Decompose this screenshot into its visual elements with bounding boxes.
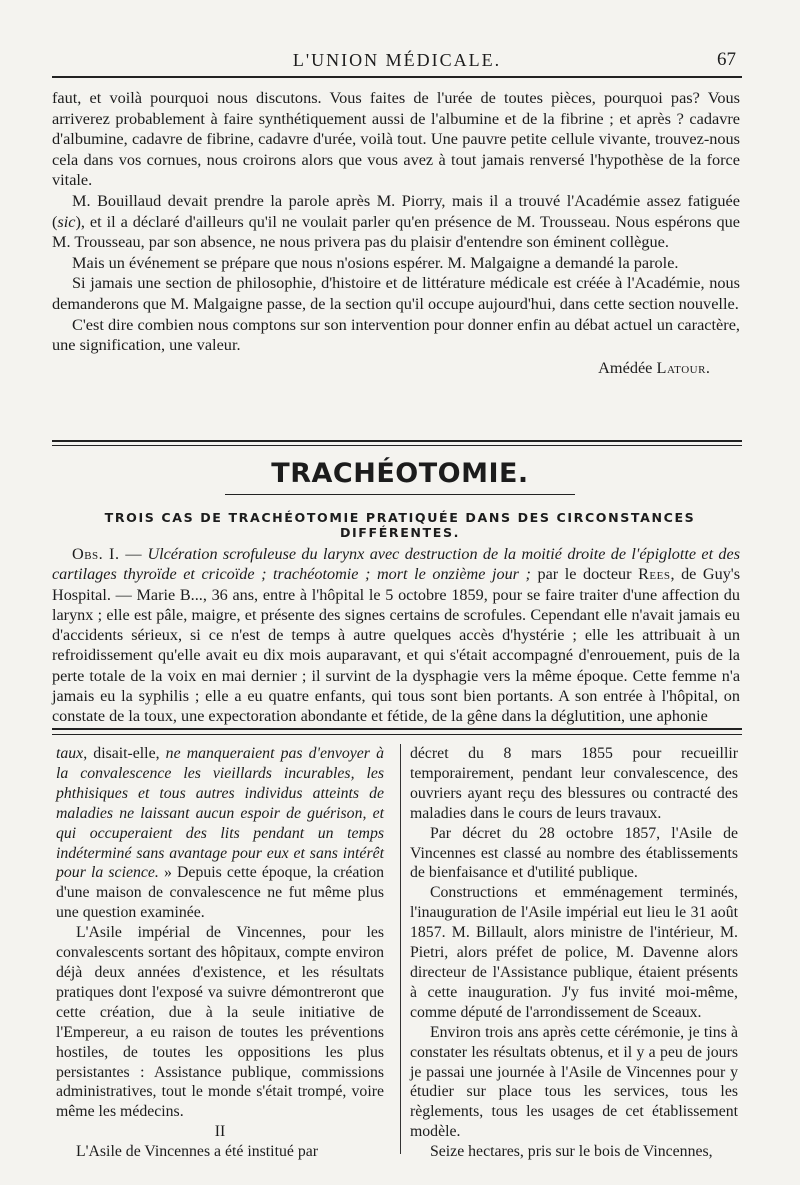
observation-paragraph: Obs. I. — Ulcération scrofuleuse du larynx avec destruction de la moitié droite de l'épiglotte et des cartilages thyroïde et cricoïde ; trachéotomie ; mort le onzième jour ; par le docteur Rees, de Guy's Hospital. — Marie B..., 36 ans, entre à l'hôpital le 5 octobre 1859, pour se faire traiter d'une affection du larynx ; elle est pâle, maigre, et présente des signes certains de scrofules. Cependant elle n'avait jamais eu d'accidents sérieux, si ce n'est de temps à autre quelques accès d'hystérie ; elle les attribuait à un refroidissement qu'elle avait eu dix mois auparavant, et qui s'était accompagné d'enrouement, puis de la perte totale de la voix en mai dernier ; il survint de la dysphagie vers la même époque. Cette femme n'a jamais eu la syphilis ; elle a eu quatre enfants, qui tous sont bien portants. A son entrée à l'hôpital, on constate de la toux, une expectoration abondante et fétide, de la gêne dans la déglutition, une aphonie bbox=[52, 545, 741, 726]
paragraph: M. Bouillaud devait prendre la parole après M. Piorry, mais il a trouvé l'Académie assez fatiguée (sic), et il a déclaré d'ailleurs qu'il ne voulait parler qu'en présence de M. Trousseau. Nous espérons que M. Trousseau, par son absence, ne nous privera pas du plaisir d'entendre son éminent collègue. bbox=[52, 190, 740, 252]
paragraph: Environ trois ans après cette cérémonie, je tins à constater les résultats obtenus, et il y a peu de jours je passai une journée à l'Asile de Vincennes pour y étudier sur place tous les services, tous les règlements, tous les usages de cet établissement modèle. bbox=[410, 1023, 738, 1141]
paragraph: Mais un événement se prépare que nous n'osions espérer. M. Malgaigne a demandé la parole. bbox=[72, 252, 679, 272]
header-rule bbox=[52, 76, 742, 78]
paragraph: faut, et voilà pourquoi nous discutons. Vous faites de l'urée de toutes pièces, pourquoi pas? Vous arriverez probablement à faire synthétiquement aussi de l'albumine et de la fibrine ; et après ? cadavre d'albumine, cadavre de fibrine, cadavre d'urée, voilà tout. Une pauvre petite cellule vivante, trouvez-nous cela dans vos cornues, nous croirons alors que vous avez à tout jamais renversé l'hypothèse de la force vitale. bbox=[52, 88, 740, 190]
section-subtitle: TROIS CAS DE TRACHÉOTOMIE PRATIQUÉE DANS DES CIRCONSTANCES DIFFÉRENTES. bbox=[104, 510, 696, 540]
paragraph: L'Asile de Vincennes a été institué par bbox=[76, 1143, 318, 1161]
continued-article bbox=[52, 88, 740, 378]
paragraph: Seize hectares, pris sur le bois de Vincennes, bbox=[430, 1143, 713, 1161]
section-numeral: II bbox=[214, 1123, 226, 1141]
paragraph: taux, disait-elle, ne manqueraient pas d'envoyer à la convalescence les vieillards incurables, les phthisiques et tous autres individus atteints de maladies ne laissant aucun espoir de guérison, et qui occuperaient des lits pendant un temps indéterminé sans avantage pour eux et sans intérêt pour la science. » Depuis cette époque, la création d'une maison de convalescence ne fut même plus une question examinée. bbox=[56, 745, 384, 922]
paragraph: Par décret du 28 octobre 1857, l'Asile de Vincennes est classé au nombre des établissements de bienfaisance et d'utilité publique. bbox=[410, 824, 738, 882]
feuilleton-rule-thin bbox=[52, 734, 742, 735]
author-signature: Amédée Latour. bbox=[598, 357, 710, 377]
right-column bbox=[410, 744, 738, 1162]
title-underline bbox=[225, 494, 575, 495]
paragraph: Si jamais une section de philosophie, d'histoire et de littérature médicale est créée à l'Académie, nous demanderons que M. Malgaigne passe, de la section qu'il occupe aujourd'hui, dans cette section nouvelle. bbox=[52, 273, 740, 313]
paragraph: Constructions et emménagement terminés, l'inauguration de l'Asile impérial eut lieu le 31 août 1857. M. Billault, alors ministre de l'intérieur, M. Pietri, alors préfet de police, M. Davenne alors directeur de l'Assistance publique, étaient présents à cette inauguration. J'y fus invité moi-même, comme député de l'arrondissement de Sceaux. bbox=[410, 884, 738, 1021]
column-divider bbox=[400, 744, 401, 1154]
section-title: TRACHÉOTOMIE. bbox=[271, 458, 529, 489]
feuilleton-columns bbox=[56, 744, 740, 1164]
feuilleton-rule bbox=[52, 728, 742, 730]
journal-title: L'UNION MÉDICALE. bbox=[292, 50, 502, 70]
left-column bbox=[56, 744, 384, 1162]
paragraph: L'Asile impérial de Vincennes, pour les convalescents sortant des hôpitaux, compte environ déjà deux années d'existence, et les résultats pratiques dont l'exposé va suivre démontreront que cette création, due à la seule initiative de l'Empereur, a eu raison de toutes les préventions hostiles, de toutes les oppositions les plus persistantes : Assistance publique, commissions administratives, tout le monde s'était trompé, voire même les médecins. bbox=[56, 924, 384, 1121]
running-header bbox=[52, 44, 742, 72]
section-rule-top bbox=[52, 440, 742, 442]
observation-text bbox=[52, 544, 740, 727]
section-rule-top-thin bbox=[52, 445, 742, 446]
paragraph: décret du 8 mars 1855 pour recueillir temporairement, pendant leur convalescence, des ouvriers ayant reçu des blessures ou contracté des maladies dans le cours de leurs travaux. bbox=[410, 745, 738, 822]
page-number: 67 bbox=[717, 49, 736, 70]
paragraph: C'est dire combien nous comptons sur son intervention pour donner enfin au débat actuel un caractère, une signification, une valeur. bbox=[52, 314, 740, 355]
